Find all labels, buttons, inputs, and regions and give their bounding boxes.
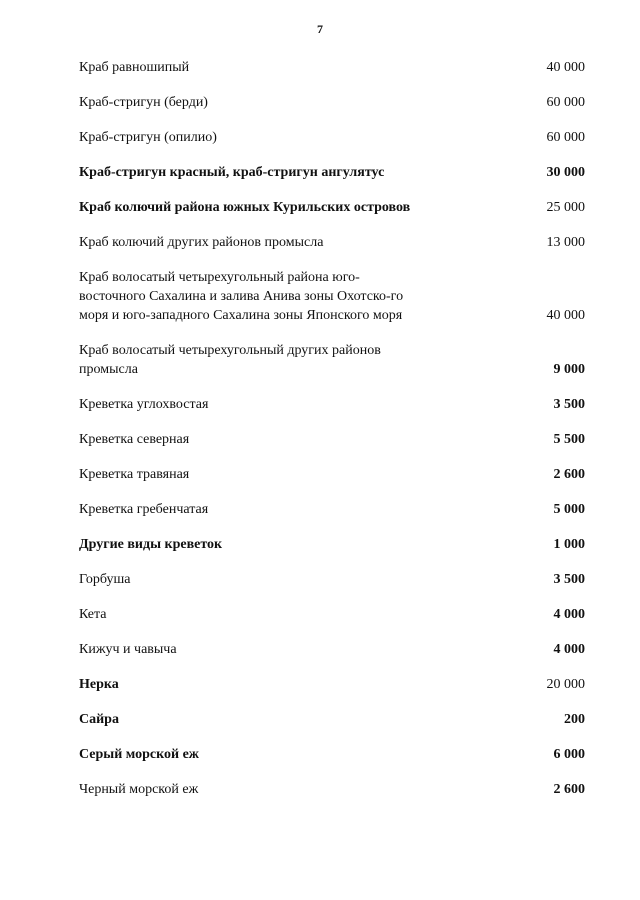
list-item <box>79 341 585 379</box>
item-value: 13 000 <box>546 235 585 250</box>
list-item <box>79 198 585 217</box>
list-item <box>79 268 585 325</box>
item-name: Краб колючий района южных Курильских островов <box>79 200 411 215</box>
item-value: 40 000 <box>546 308 585 323</box>
list-item <box>79 745 585 764</box>
item-name: Сайра <box>79 712 119 727</box>
item-value: 9 000 <box>553 362 585 377</box>
list-item <box>79 430 585 449</box>
page-number: 7 <box>317 22 323 36</box>
item-value: 5 500 <box>553 432 585 447</box>
item-value: 60 000 <box>546 95 585 110</box>
list-item <box>79 93 585 112</box>
list-item <box>79 640 585 659</box>
item-name: Креветка северная <box>79 432 190 447</box>
item-name: Креветка гребенчатая <box>79 502 209 517</box>
item-value: 5 000 <box>553 502 585 517</box>
list-item <box>79 605 585 624</box>
item-value: 60 000 <box>546 130 585 145</box>
item-name: Креветка травяная <box>79 467 190 482</box>
list-item <box>79 163 585 182</box>
item-value: 30 000 <box>546 165 585 180</box>
list-item <box>79 535 585 554</box>
item-name: Краб-стригун (опилио) <box>79 130 217 145</box>
item-name: Серый морской еж <box>79 747 199 762</box>
item-name: Краб-стригун (берди) <box>79 95 208 110</box>
item-name: Краб волосатый четырехугольный района юго-восточного Сахалина и залива Анива зоны Охотско-го моря и юго-западного Сахалина зоны Японского моря <box>79 270 404 323</box>
list-item <box>79 58 585 77</box>
item-value: 2 600 <box>553 467 585 482</box>
item-name: Кижуч и чавыча <box>79 642 177 657</box>
item-value: 3 500 <box>553 572 585 587</box>
item-value: 4 000 <box>553 642 585 657</box>
item-value: 1 000 <box>553 537 585 552</box>
item-value: 3 500 <box>553 397 585 412</box>
item-name: Краб равношипый <box>79 60 190 75</box>
item-value: 40 000 <box>546 60 585 75</box>
item-name: Нерка <box>79 677 119 692</box>
list-item <box>79 780 585 799</box>
item-name: Краб колючий других районов промысла <box>79 235 324 250</box>
item-name: Другие виды креветок <box>79 537 223 552</box>
item-value: 20 000 <box>546 677 585 692</box>
list-item <box>79 395 585 414</box>
item-value: 25 000 <box>546 200 585 215</box>
price-list <box>79 58 585 815</box>
item-name: Кета <box>79 607 107 622</box>
item-value: 4 000 <box>553 607 585 622</box>
item-value: 6 000 <box>553 747 585 762</box>
list-item <box>79 675 585 694</box>
list-item <box>79 128 585 147</box>
list-item <box>79 500 585 519</box>
item-name: Краб-стригун красный, краб-стригун ангулятус <box>79 165 385 180</box>
item-value: 2 600 <box>553 782 585 797</box>
list-item <box>79 465 585 484</box>
item-name: Горбуша <box>79 572 131 587</box>
list-item <box>79 570 585 589</box>
item-name: Краб волосатый четырехугольный других районов промысла <box>79 343 381 377</box>
item-name: Креветка углохвостая <box>79 397 209 412</box>
item-name: Черный морской еж <box>79 782 199 797</box>
list-item <box>79 710 585 729</box>
item-value: 200 <box>564 712 585 727</box>
list-item <box>79 233 585 252</box>
